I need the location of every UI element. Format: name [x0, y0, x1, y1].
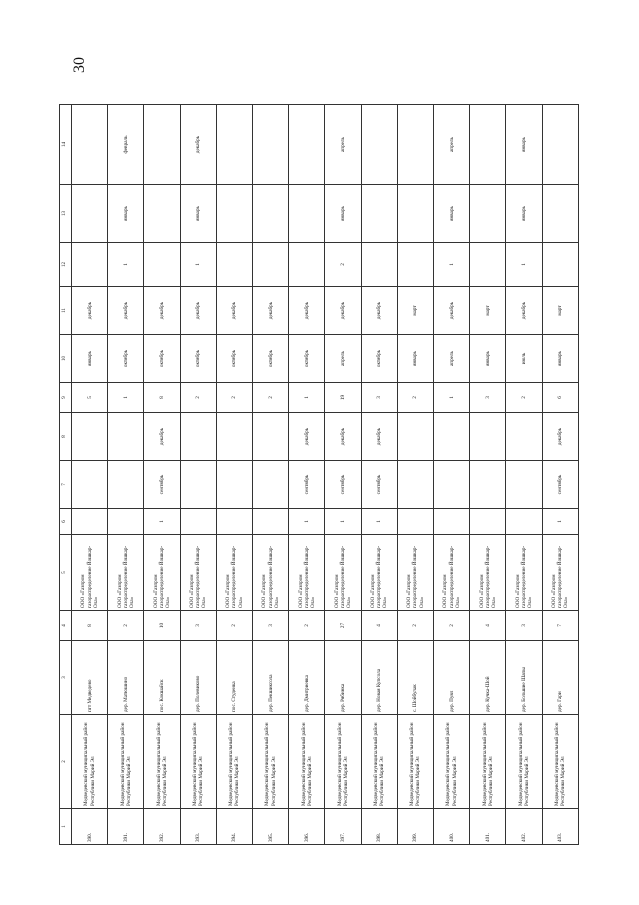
- col12-cell: [542, 243, 578, 287]
- col10-cell: октябрь: [361, 335, 397, 383]
- col7-cell: сентябрь: [144, 461, 180, 509]
- organization-cell: ООО «Газпром газораспределение Йошкар-Ола»: [397, 535, 433, 611]
- col8-cell: [108, 413, 144, 461]
- col8-cell: [253, 413, 289, 461]
- col14-cell: [144, 105, 180, 185]
- col14-cell: [542, 105, 578, 185]
- col10-cell: октябрь: [289, 335, 325, 383]
- col7-cell: [434, 461, 470, 509]
- col7-cell: сентябрь: [289, 461, 325, 509]
- col12-cell: [289, 243, 325, 287]
- col12-cell: 1: [434, 243, 470, 287]
- col11-cell: декабрь: [108, 287, 144, 335]
- col12-cell: [72, 243, 108, 287]
- col14-cell: [72, 105, 108, 185]
- col13-cell: [72, 185, 108, 243]
- col9-cell: 19: [325, 383, 361, 413]
- row-number: 394.: [216, 809, 252, 845]
- count-cell: 3: [180, 611, 216, 641]
- settlement-cell: дер. Матюшино: [108, 641, 144, 715]
- district-cell: Медведевский муниципальный район Республики Марий Эл: [289, 715, 325, 809]
- col7-cell: [470, 461, 506, 509]
- col13-cell: [144, 185, 180, 243]
- organization-cell: ООО «Газпром газораспределение Йошкар-Ола»: [72, 535, 108, 611]
- col14-cell: [253, 105, 289, 185]
- col12-cell: [397, 243, 433, 287]
- col7-cell: [216, 461, 252, 509]
- col7-cell: сентябрь: [361, 461, 397, 509]
- col13-cell: [216, 185, 252, 243]
- col14-cell: [216, 105, 252, 185]
- col7-cell: [72, 461, 108, 509]
- col11-cell: декабрь: [216, 287, 252, 335]
- organization-cell: ООО «Газпром газораспределение Йошкар-Ола»: [325, 535, 361, 611]
- col8-cell: декабрь: [144, 413, 180, 461]
- col9-cell: 1: [289, 383, 325, 413]
- header-cell: 11: [60, 287, 72, 335]
- col11-cell: декабрь: [506, 287, 542, 335]
- settlement-cell: с. Шойбулак: [397, 641, 433, 715]
- col14-cell: апрель: [325, 105, 361, 185]
- district-cell: Медведевский муниципальный район Республики Марий Эл: [434, 715, 470, 809]
- col8-cell: [72, 413, 108, 461]
- col14-cell: декабрь: [180, 105, 216, 185]
- col10-cell: апрель: [325, 335, 361, 383]
- settlement-cell: дер. Дмитриевка: [289, 641, 325, 715]
- col13-cell: [361, 185, 397, 243]
- row-number: 403.: [542, 809, 578, 845]
- col12-cell: [253, 243, 289, 287]
- district-cell: Медведевский муниципальный район Республики Марий Эл: [253, 715, 289, 809]
- row-number: 402.: [506, 809, 542, 845]
- col14-cell: февраль: [108, 105, 144, 185]
- count-cell: 4: [361, 611, 397, 641]
- district-cell: Медведевский муниципальный район Республики Марий Эл: [542, 715, 578, 809]
- count-cell: 27: [325, 611, 361, 641]
- col11-cell: март: [397, 287, 433, 335]
- district-cell: Медведевский муниципальный район Республики Марий Эл: [72, 715, 108, 809]
- district-cell: Медведевский муниципальный район Республики Марий Эл: [506, 715, 542, 809]
- row-number: 395.: [253, 809, 289, 845]
- row-number: 400.: [434, 809, 470, 845]
- col13-cell: январь: [434, 185, 470, 243]
- col11-cell: декабрь: [361, 287, 397, 335]
- header-cell: 6: [60, 509, 72, 535]
- col7-cell: сентябрь: [542, 461, 578, 509]
- table-row: [397, 105, 433, 845]
- settlement-cell: дер. Большие Шапы: [506, 641, 542, 715]
- col9-cell: 6: [542, 383, 578, 413]
- col8-cell: [397, 413, 433, 461]
- col10-cell: октябрь: [108, 335, 144, 383]
- col11-cell: декабрь: [72, 287, 108, 335]
- settlement-cell: дер. Гари: [542, 641, 578, 715]
- table-row: [180, 105, 216, 845]
- count-cell: 2: [108, 611, 144, 641]
- col13-cell: январь: [325, 185, 361, 243]
- col8-cell: декабрь: [361, 413, 397, 461]
- count-cell: 10: [144, 611, 180, 641]
- col6-cell: 1: [542, 509, 578, 535]
- organization-cell: ООО «Газпром газораспределение Йошкар-Ола»: [144, 535, 180, 611]
- header-cell: 4: [60, 611, 72, 641]
- count-cell: 8: [72, 611, 108, 641]
- organization-cell: ООО «Газпром газораспределение Йошкар-Ола»: [108, 535, 144, 611]
- settlement-cell: дер. Полевиково: [180, 641, 216, 715]
- col7-cell: [397, 461, 433, 509]
- col12-cell: 1: [506, 243, 542, 287]
- col14-cell: [361, 105, 397, 185]
- rotated-table-container: [59, 105, 579, 845]
- col14-cell: январь: [506, 105, 542, 185]
- col9-cell: 5: [72, 383, 108, 413]
- settlement-cell: пос. Студенка: [216, 641, 252, 715]
- table-row: [542, 105, 578, 845]
- col8-cell: [180, 413, 216, 461]
- col6-cell: [108, 509, 144, 535]
- row-number: 399.: [397, 809, 433, 845]
- table-header-row: [60, 105, 72, 845]
- organization-cell: ООО «Газпром газораспределение Йошкар-Ола»: [253, 535, 289, 611]
- row-number: 401.: [470, 809, 506, 845]
- col8-cell: декабрь: [325, 413, 361, 461]
- col6-cell: [397, 509, 433, 535]
- header-cell: 2: [60, 715, 72, 809]
- col9-cell: 2: [506, 383, 542, 413]
- col6-cell: [180, 509, 216, 535]
- col6-cell: [216, 509, 252, 535]
- col11-cell: декабрь: [144, 287, 180, 335]
- col11-cell: декабрь: [253, 287, 289, 335]
- col9-cell: 3: [470, 383, 506, 413]
- row-number: 390.: [72, 809, 108, 845]
- col11-cell: март: [542, 287, 578, 335]
- col8-cell: декабрь: [542, 413, 578, 461]
- col13-cell: январь: [108, 185, 144, 243]
- col10-cell: октябрь: [180, 335, 216, 383]
- count-cell: 4: [470, 611, 506, 641]
- row-number: 391.: [108, 809, 144, 845]
- col6-cell: 1: [361, 509, 397, 535]
- header-cell: 8: [60, 413, 72, 461]
- row-number: 396.: [289, 809, 325, 845]
- table-row: [506, 105, 542, 845]
- col8-cell: [434, 413, 470, 461]
- col14-cell: [470, 105, 506, 185]
- col8-cell: декабрь: [289, 413, 325, 461]
- settlement-cell: дер. Кучка-Шой: [470, 641, 506, 715]
- settlement-cell: дер. Рябинка: [325, 641, 361, 715]
- district-cell: Медведевский муниципальный район Республики Марий Эл: [180, 715, 216, 809]
- table-row: [253, 105, 289, 845]
- organization-cell: ООО «Газпром газораспределение Йошкар-Ола»: [470, 535, 506, 611]
- organization-cell: ООО «Газпром газораспределение Йошкар-Ола»: [180, 535, 216, 611]
- organization-cell: ООО «Газпром газораспределение Йошкар-Ола»: [216, 535, 252, 611]
- col11-cell: март: [470, 287, 506, 335]
- col6-cell: [434, 509, 470, 535]
- table-row: [361, 105, 397, 845]
- col9-cell: 8: [144, 383, 180, 413]
- header-cell: 13: [60, 185, 72, 243]
- table-row: [434, 105, 470, 845]
- table-row: [108, 105, 144, 845]
- settlement-cell: дер. Пуял: [434, 641, 470, 715]
- header-cell: 7: [60, 461, 72, 509]
- district-cell: Медведевский муниципальный район Республики Марий Эл: [108, 715, 144, 809]
- col12-cell: [361, 243, 397, 287]
- district-cell: Медведевский муниципальный район Республики Марий Эл: [361, 715, 397, 809]
- col8-cell: [470, 413, 506, 461]
- col13-cell: [397, 185, 433, 243]
- district-cell: Медведевский муниципальный район Республики Марий Эл: [144, 715, 180, 809]
- col6-cell: [506, 509, 542, 535]
- row-number: 392.: [144, 809, 180, 845]
- col7-cell: [180, 461, 216, 509]
- page-number: 30: [71, 57, 88, 73]
- col9-cell: 2: [397, 383, 433, 413]
- col7-cell: сентябрь: [325, 461, 361, 509]
- col12-cell: 2: [325, 243, 361, 287]
- col14-cell: [289, 105, 325, 185]
- gasification-schedule-table: [59, 104, 579, 845]
- col6-cell: [253, 509, 289, 535]
- header-cell: 12: [60, 243, 72, 287]
- settlement-cell: пгт Медведево: [72, 641, 108, 715]
- col6-cell: 1: [144, 509, 180, 535]
- col12-cell: 1: [180, 243, 216, 287]
- col14-cell: [397, 105, 433, 185]
- col10-cell: октябрь: [216, 335, 252, 383]
- header-cell: 5: [60, 535, 72, 611]
- table-row: [216, 105, 252, 845]
- table-row: [144, 105, 180, 845]
- col13-cell: [470, 185, 506, 243]
- col13-cell: январь: [180, 185, 216, 243]
- col12-cell: [144, 243, 180, 287]
- col10-cell: октябрь: [253, 335, 289, 383]
- count-cell: 7: [542, 611, 578, 641]
- col9-cell: 3: [361, 383, 397, 413]
- count-cell: 2: [397, 611, 433, 641]
- organization-cell: ООО «Газпром газораспределение Йошкар-Ола»: [434, 535, 470, 611]
- col11-cell: декабрь: [434, 287, 470, 335]
- col13-cell: [253, 185, 289, 243]
- row-number: 393.: [180, 809, 216, 845]
- header-cell: 14: [60, 105, 72, 185]
- col9-cell: 1: [434, 383, 470, 413]
- district-cell: Медведевский муниципальный район Республики Марий Эл: [397, 715, 433, 809]
- count-cell: 2: [289, 611, 325, 641]
- col7-cell: [108, 461, 144, 509]
- col6-cell: 1: [289, 509, 325, 535]
- col9-cell: 2: [180, 383, 216, 413]
- col11-cell: декабрь: [180, 287, 216, 335]
- col14-cell: апрель: [434, 105, 470, 185]
- col6-cell: 1: [325, 509, 361, 535]
- col12-cell: 1: [108, 243, 144, 287]
- col8-cell: [216, 413, 252, 461]
- organization-cell: ООО «Газпром газораспределение Йошкар-Ола»: [289, 535, 325, 611]
- col9-cell: 2: [253, 383, 289, 413]
- col6-cell: [470, 509, 506, 535]
- district-cell: Медведевский муниципальный район Республики Марий Эл: [325, 715, 361, 809]
- col7-cell: [253, 461, 289, 509]
- organization-cell: ООО «Газпром газораспределение Йошкар-Ола»: [506, 535, 542, 611]
- table-row: [325, 105, 361, 845]
- row-number: 398.: [361, 809, 397, 845]
- col10-cell: январь: [470, 335, 506, 383]
- count-cell: 3: [506, 611, 542, 641]
- organization-cell: ООО «Газпром газораспределение Йошкар-Ола»: [542, 535, 578, 611]
- table-row: [289, 105, 325, 845]
- header-cell: 3: [60, 641, 72, 715]
- count-cell: 2: [434, 611, 470, 641]
- col13-cell: [289, 185, 325, 243]
- col6-cell: [72, 509, 108, 535]
- table-row: [72, 105, 108, 845]
- col10-cell: июль: [506, 335, 542, 383]
- col11-cell: декабрь: [325, 287, 361, 335]
- count-cell: 2: [216, 611, 252, 641]
- district-cell: Медведевский муниципальный район Республики Марий Эл: [470, 715, 506, 809]
- district-cell: Медведевский муниципальный район Республики Марий Эл: [216, 715, 252, 809]
- header-cell: 10: [60, 335, 72, 383]
- col10-cell: январь: [542, 335, 578, 383]
- header-cell: 1: [60, 809, 72, 845]
- organization-cell: ООО «Газпром газораспределение Йошкар-Ола»: [361, 535, 397, 611]
- table-row: [470, 105, 506, 845]
- col7-cell: [506, 461, 542, 509]
- col10-cell: январь: [397, 335, 433, 383]
- col9-cell: 1: [108, 383, 144, 413]
- header-cell: 9: [60, 383, 72, 413]
- settlement-cell: дер. Новая Купсола: [361, 641, 397, 715]
- col11-cell: декабрь: [289, 287, 325, 335]
- col8-cell: [506, 413, 542, 461]
- col12-cell: [470, 243, 506, 287]
- count-cell: 3: [253, 611, 289, 641]
- col9-cell: 2: [216, 383, 252, 413]
- col10-cell: октябрь: [144, 335, 180, 383]
- settlement-cell: дер. Пекшиксола: [253, 641, 289, 715]
- col13-cell: [542, 185, 578, 243]
- row-number: 397.: [325, 809, 361, 845]
- col10-cell: январь: [72, 335, 108, 383]
- col13-cell: январь: [506, 185, 542, 243]
- col12-cell: [216, 243, 252, 287]
- settlement-cell: пос. Кокшайск: [144, 641, 180, 715]
- col10-cell: апрель: [434, 335, 470, 383]
